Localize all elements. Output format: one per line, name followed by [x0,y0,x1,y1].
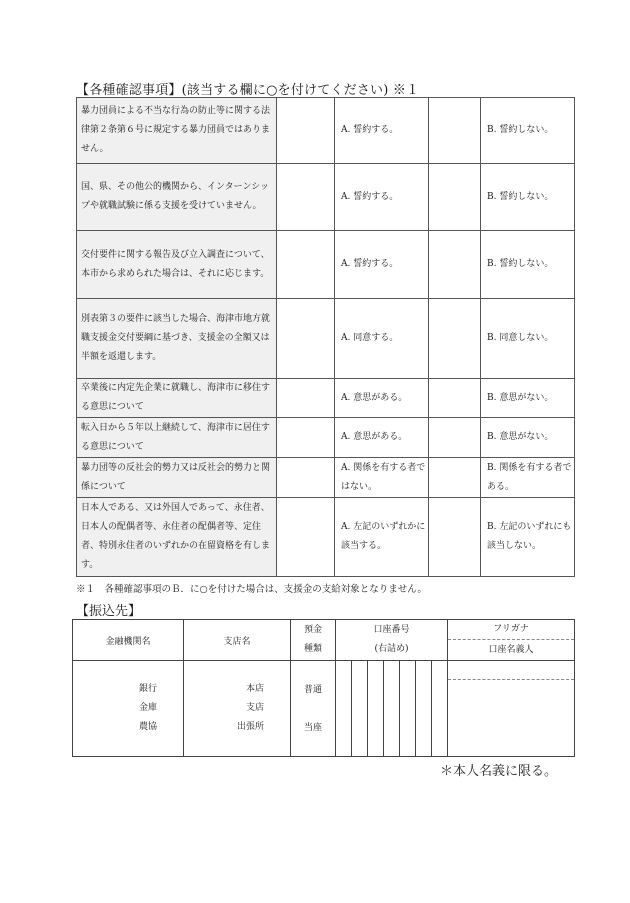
account-digit-6[interactable] [416,661,432,757]
mark-cell-a[interactable] [277,299,335,379]
option-b: B. 同意しない。 [481,299,575,379]
mark-cell-b[interactable] [429,379,481,418]
header-institution: 金融機関名 [73,620,184,661]
option-b: B. 意思がない。 [481,379,575,418]
holder-furigana-field[interactable] [448,661,574,680]
deposit-type-label: 当座 [303,722,322,733]
account-digit-2[interactable] [352,661,368,757]
confirmation-question: 卒業後に内定先企業に就職し、海津市に移住する意思について [77,379,277,418]
holder-field[interactable] [448,661,575,757]
header-holder: 口座名義人 [488,645,534,655]
option-b: B. 関係を有する者である。 [481,458,575,498]
option-a: A. 関係を有する者ではない。 [335,458,429,498]
confirmation-question: 別表第３の要件に該当した場合、海津市地方就職支援金交付要綱に基づき、支援金の全額又は半額を返還します。 [77,299,277,379]
account-digit-5[interactable] [400,661,416,757]
mark-cell-b[interactable] [429,98,481,164]
option-b: B. 左記のいずれにも該当しない。 [481,498,575,577]
confirmation-row [77,498,575,577]
confirmation-row [77,98,575,164]
branch-field[interactable] [184,661,291,757]
confirmation-row [77,231,575,299]
deposit-type-label: 普通 [303,684,322,695]
confirmation-row [77,299,575,379]
branch-type-label: 支店 [245,703,264,713]
option-b: B. 意思がない。 [481,418,575,458]
account-digit-1[interactable] [336,661,352,757]
confirmation-question: 暴力団員による不当な行為の防止等に関する法律第２条第６号に規定する暴力団員ではありません。 [77,98,277,164]
confirmation-question: 交付要件に関する報告及び立入調査について、本市から求められた場合は、それに応じます。 [77,231,277,299]
mark-cell-a[interactable] [277,231,335,299]
option-a: A. 左記のいずれかに該当する。 [335,498,429,577]
header-furigana: フリガナ [448,620,574,640]
confirmation-row [77,379,575,418]
mark-cell-a[interactable] [277,418,335,458]
option-b: B. 誓約しない。 [481,98,575,164]
branch-type-label: 出張所 [236,722,264,732]
header-furigana-holder [448,620,575,661]
mark-cell-b[interactable] [429,299,481,379]
mark-cell-a[interactable] [277,379,335,418]
institution-type-label: 金庫 [138,703,157,713]
mark-cell-a[interactable] [277,498,335,577]
institution-field[interactable] [73,661,184,757]
mark-cell-a[interactable] [277,458,335,498]
institution-type-label: 農協 [138,722,157,732]
section-title-transfer: 【振込先】 [76,604,142,619]
option-a: A. 意思がある。 [335,418,429,458]
confirmation-question: 日本人である、又は外国人であって、永住者、日本人の配偶者等、永住者の配偶者等、定住者、特別永住者のいずれかの在留資格を有します。 [77,498,277,577]
option-a: A. 誓約する。 [335,98,429,164]
header-account-number [336,620,448,661]
confirmation-question: 暴力団等の反社会的勢力又は反社会的勢力と関係について [77,458,277,498]
confirmation-table [76,97,575,577]
account-digit-7[interactable] [432,661,448,757]
confirmation-row [77,164,575,231]
confirmation-question: 転入日から５年以上継続して、海津市に居住する意思について [77,418,277,458]
option-b: B. 誓約しない。 [481,231,575,299]
account-digit-3[interactable] [368,661,384,757]
header-account-number-note: (右詰め) [374,644,409,654]
option-a: A. 誓約する。 [335,164,429,231]
mark-cell-b[interactable] [429,458,481,498]
confirmation-question: 国、県、その他公的機関から、インターンシップや就職試験に係る支援を受けていません。 [77,164,277,231]
deposit-type-field[interactable] [291,661,336,757]
option-a: A. 意思がある。 [335,379,429,418]
header-account-number-label: 口座番号 [373,625,410,635]
institution-type-label: 銀行 [138,684,157,694]
mark-cell-b[interactable] [429,498,481,577]
mark-cell-a[interactable] [277,98,335,164]
header-deposit-line1: 預金 [303,625,322,635]
header-deposit-type [291,620,336,661]
mark-cell-b[interactable] [429,164,481,231]
branch-type-label: 本店 [245,684,264,694]
mark-cell-a[interactable] [277,164,335,231]
header-branch: 支店名 [184,620,291,661]
confirmation-row [77,418,575,458]
option-a: A. 誓約する。 [335,231,429,299]
mark-cell-b[interactable] [429,231,481,299]
section-title-confirmations: 【各種確認事項】(該当する欄に○を付けてください) ※１ [76,83,420,98]
footnote: ※１ 各種確認事項のＢ．に○を付けた場合は、支援金の支給対象となりません。 [76,584,427,595]
option-b: B. 誓約しない。 [481,164,575,231]
own-name-note: ＊本人名義に限る。 [440,764,558,779]
account-digit-4[interactable] [384,661,400,757]
header-deposit-line2: 種類 [303,644,322,654]
mark-cell-b[interactable] [429,418,481,458]
confirmation-row [77,458,575,498]
bank-transfer-table [72,619,575,757]
option-a: A. 同意する。 [335,299,429,379]
